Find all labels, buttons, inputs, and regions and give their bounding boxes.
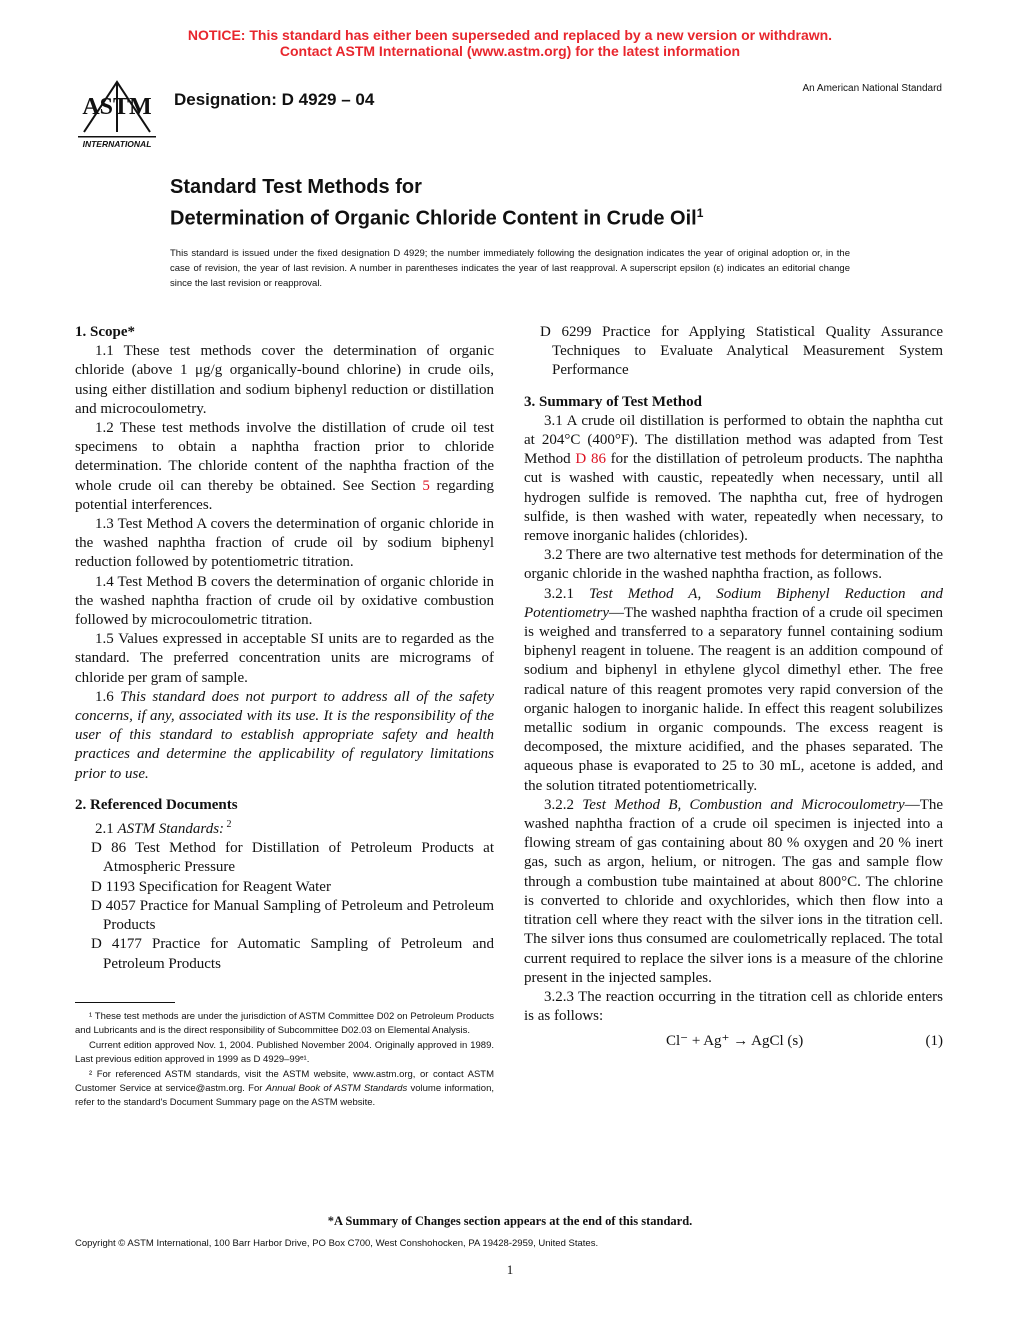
footnotes [75, 1010, 494, 1111]
footnote-1: ¹ These test methods are under the jurisdiction of ASTM Committee D02 on Petroleum Products and Lubricants and is the direct responsibility of Subcommittee D02.03 on Elemental Analysis. [75, 1011, 494, 1037]
national-standard-label: An American National Standard [802, 83, 942, 94]
para-1-2: 1.2 These test methods involve the distillation of crude oil test specimens to obtain a naphtha fraction prior to chloride determination. The chloride content of the naphtha fraction of the whole crude oil can thereby be obtained. See Section 5 regarding potential interferences. [75, 420, 494, 513]
scope-heading: 1. Scope* [75, 324, 135, 340]
para-2-1: 2.1 ASTM Standards: $^2$ [95, 819, 232, 838]
footnote-1-approval: Current edition approved Nov. 1, 2004. Published November 2004. Originally approved in 1989. Last previous edition approved in 1999 as D 4929–99ᵉ¹. [75, 1039, 494, 1066]
footnote-rule [75, 1002, 175, 1003]
ref-d86: D 86 Test Method for Distillation of Petroleum Products at Atmospheric Pressure [91, 840, 494, 876]
designation: Designation: D 4929 – 04 [174, 90, 375, 109]
equation-formula: Cl⁻ + Ag⁺ → AgCl (s) [666, 1033, 804, 1050]
notice-line-1: NOTICE: This standard has either been superseded and replaced by a new version or withdrawn. [187, 27, 833, 43]
page-number: 1 [506, 1262, 514, 1277]
para-3-2-1: 3.2.1 Test Method A, Sodium Biphenyl Reduction and Potentiometry—The washed naphtha fraction of a crude oil specimen is weighed and transferred to a separatory funnel containing sodium biphenyl reagent in toluene. The reagent is an addition compound of sodium and biphenyl in ethylene glycol dimethyl ether. The free radical nature of this reagent promotes very rapid conversion of the organic halogen to inorganic halide. In effect this reagent solubilizes metallic sodium in organic compounds. The excess reagent is decomposed, the mixture acidified, and the phases separated. The aqueous phase is evaporated to 25 to 30 mL, acetone is added, and the solution titrated potentiometrically. [524, 585, 944, 794]
summary-of-changes-note: *A Summary of Changes section appears at the end of this standard. [327, 1214, 693, 1228]
para-3-2-3: 3.2.3 The reaction occurring in the titration cell as chloride enters is as follows: [524, 988, 943, 1025]
section-5-link[interactable]: 5 [422, 477, 430, 494]
summary-heading: 3. Summary of Test Method [524, 393, 702, 410]
logo-subtext: INTERNATIONAL [82, 139, 152, 149]
document-title [170, 174, 703, 232]
title-line-1: Standard Test Methods for [170, 176, 422, 198]
right-column [524, 323, 943, 1052]
para-3-2: 3.2 There are two alternative test methods for determination of the organic chloride in the washed naphtha fraction, as follows. [524, 547, 943, 583]
withdrawal-notice [0, 27, 1020, 59]
ref-d4057: D 4057 Practice for Manual Sampling of Petroleum and Petroleum Products [91, 897, 494, 934]
para-1-1: 1.1 These test methods cover the determination of organic chloride (above 1 μg/g organically-bound chlorine) in crude oils, using either distillation and sodium biphenyl reduction or distillation and microcoulometry. [75, 343, 494, 417]
left-column [75, 323, 494, 974]
para-3-1: 3.1 A crude oil distillation is performed to obtain the naphtha cut at 204°C (400°F). The distillation method was adapted from Test Method D 86 for the distillation of petroleum products. The naphtha cut is washed with caustic, repeatedly when necessary, until all hydrogen sulfide is removed. The naphtha cut, free of hydrogen sulfide, is then washed with water, repeatedly when necessary, to remove inorganic halides (chlorides). [524, 412, 943, 545]
ref-d6299: D 6299 Practice for Applying Statistical Quality Assurance Techniques to Evaluate Analytical Measurement System Performance [540, 324, 943, 379]
referenced-documents-heading: 2. Referenced Documents [75, 796, 238, 813]
para-1-3: 1.3 Test Method A covers the determination of organic chloride in the washed naphtha fraction of crude oil by sodium biphenyl reduction followed by potentiometric titration. [75, 516, 494, 571]
logo-text: ASTM [82, 94, 152, 120]
title-line-2: Determination of Organic Chloride Content in Crude Oil$^1$ [170, 206, 704, 230]
astm-logo [72, 74, 162, 154]
issue-note: This standard is issued under the fixed designation D 4929; the number immediately following the designation indicates the year of original adoption or, in the case of revision, the year of last revision. A number in parentheses indicates the year of last reapproval. A superscript epsilon (ε) indicates an editorial change since the last revision or reapproval. [170, 248, 850, 289]
equation-1 [524, 1032, 943, 1051]
para-3-2-2: 3.2.2 Test Method B, Combustion and Microcoulometry—The washed naphtha fraction of a crude oil specimen is injected into a flowing stream of gas containing about 80 % oxygen and 20 % inert gas, such as argon, helium, or nitrogen. The gas and sample flow through a combustion tube maintained at about 800°C. The chlorine is converted to chloride and oxychlorides, which then flow into a titration cell where they react with the silver ions in the titration cell. The silver ions thus consumed are coulometrically replaced. The total current required to replace the silver ions is a measure of the chlorine present in the injected samples. [524, 796, 944, 986]
title-footnote-ref: 1 [696, 206, 704, 220]
para-1-4: 1.4 Test Method B covers the determination of organic chloride in the washed naphtha fraction of crude oil by oxidative combustion followed by microcoulometric titration. [75, 573, 494, 629]
para-1-6: 1.6 This standard does not purport to address all of the safety concerns, if any, associated with its use. It is the responsibility of the user of this standard to establish appropriate safety and health practices and determine the applicability of regulatory limitations prior to use. [75, 688, 495, 782]
copyright: Copyright © ASTM International, 100 Barr Harbor Drive, PO Box C700, West Conshohocken, PA 19428-2959, United States. [75, 1238, 599, 1249]
ref-d4177: D 4177 Practice for Automatic Sampling of Petroleum and Petroleum Products [91, 936, 494, 972]
ref-d1193: D 1193 Specification for Reagent Water [91, 878, 331, 895]
notice-line-2: Contact ASTM International (www.astm.org) for the latest information [279, 43, 741, 59]
footnote-2: ² For referenced ASTM standards, visit the ASTM website, www.astm.org, or contact ASTM Customer Service at service@astm.org. For Annual Book of ASTM Standards volume information, refer to the standard's Document Summary page on the ASTM website. [75, 1068, 494, 1109]
d86-link[interactable]: D 86 [575, 451, 606, 468]
equation-number: (1) [925, 1033, 943, 1050]
para-1-5: 1.5 Values expressed in acceptable SI units are to regarded as the standard. The preferred concentration units are micrograms of chloride per gram of sample. [75, 631, 494, 686]
